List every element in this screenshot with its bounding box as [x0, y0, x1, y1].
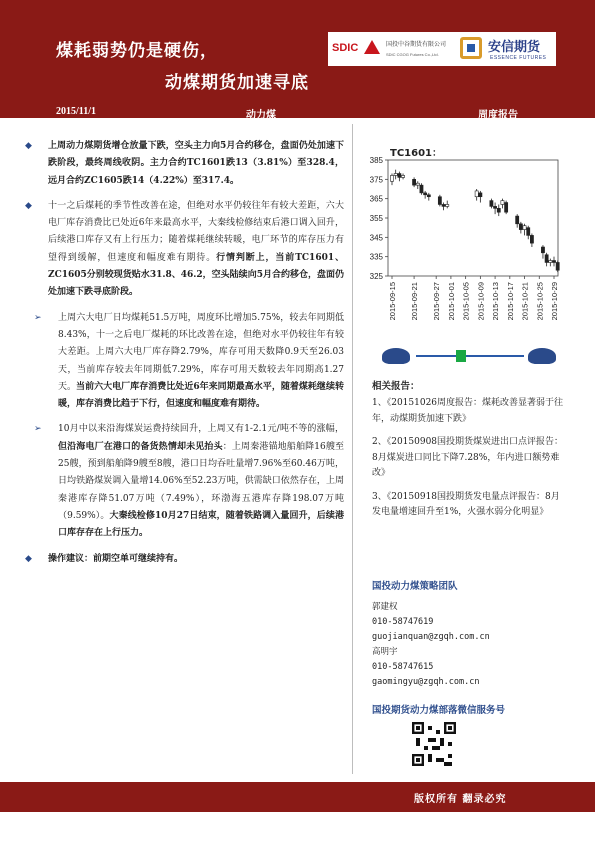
x-tick-label: 2015-09-21 [410, 282, 420, 321]
member-email[interactable]: gaomingyu@zgqh.com.cn [372, 677, 480, 687]
x-tick-label: 2015-10-09 [476, 282, 486, 321]
candle-body [516, 216, 519, 224]
member-email[interactable]: guojianquan@zgqh.com.cn [372, 632, 490, 642]
y-tick-label: 355 [369, 214, 383, 223]
report-date: 2015/11/1 [56, 106, 97, 117]
report-title-line2: 动煤期货加速寻底 [165, 73, 309, 93]
candle-body [475, 191, 478, 197]
related-report-item[interactable]: 1、《20151026周度报告：煤耗改善显著弱于往年，动煤期货加速下跌》 [372, 398, 564, 424]
report-title-line1: 煤耗弱势仍是硬伤， [56, 41, 218, 61]
report-header [0, 0, 595, 121]
diamond-bullet-icon: ◆ [25, 553, 32, 564]
candle-body [427, 195, 430, 197]
x-tick-label: 2015-10-05 [461, 282, 471, 321]
candle-body [493, 206, 496, 208]
candle-body [505, 203, 508, 213]
sentiment-scale-line [416, 355, 524, 357]
candle-body [530, 235, 533, 243]
candle-body [549, 261, 552, 263]
qr-code-icon[interactable] [412, 722, 456, 766]
candle-body [490, 201, 493, 207]
candle-body [420, 185, 423, 193]
x-tick-label: 2015-10-13 [491, 282, 501, 321]
candle-body [501, 201, 504, 205]
y-tick-label: 385 [369, 156, 383, 165]
sdic-company-cn: 国投中谷期货有限公司 [386, 41, 447, 48]
sdic-logo-icon [364, 40, 380, 54]
candle-body [541, 247, 544, 253]
candle-body [497, 208, 500, 212]
sdic-logo-text: SDIC [332, 42, 359, 54]
power-plant-paragraph: ➢ 上周六大电厂日均煤耗51.5万吨，周度环比增加5.75%，较去年同期低8.43%，十一之后电厂煤耗的环比改善在途，但绝对水平仍较往年有较大差距。上周六大电厂库存降2.79%，库存可用天数降0.9天至26.03天，当前库存较去年同期低7.29%，库存可用天数较去年同期高1.27天。当前六大电厂库存消费比处近6年来同期最高水平，随着煤耗继续转暖，库存消费比趋于下行，但速度和幅度难有期待。 [22, 310, 344, 414]
candle-body [394, 174, 397, 176]
candle-body [438, 197, 441, 205]
x-tick-label: 2015-10-17 [505, 282, 515, 321]
bear-icon [382, 348, 410, 364]
candle-body [446, 204, 449, 206]
arrow-bullet-icon: ➢ [34, 424, 42, 435]
y-tick-label: 375 [369, 175, 383, 185]
member-phone: 010-58747619 [372, 617, 434, 627]
outlook-paragraph: ◆ 十一之后煤耗的季节性改善在途，但绝对水平仍较往年有较大差距，六大电厂库存消费比已处近6年来最高水平，大秦线检修结束后港口调入回升，后续港口库存又有上行压力；随着煤耗继续转暖，电厂环节的库存压力有望得到缓解，但速度和幅度难有期待。行情判断上，当前TC1601、ZC1605分别较现货贴水31.8、46.2，空头陆续向5月合约移仓，盘面仍处加速下跌寻底阶段。 [22, 198, 344, 302]
related-report-item[interactable]: 2、《20150908国投期货煤炭进出口点评报告：8月煤炭进口同比下降7.28%，年内进口额势难改》 [372, 437, 564, 478]
candle-body [527, 228, 530, 236]
essence-company-cn: 安信期货 [488, 40, 541, 55]
sdic-company-en: SDIC CGOG Futures Co.,Ltd. [386, 52, 439, 57]
candle-body [545, 255, 548, 263]
y-tick-label: 365 [369, 194, 383, 204]
member-name: 高明宇 [372, 647, 398, 657]
wechat-title: 国投期货动力煤部落微信服务号 [372, 705, 506, 716]
bull-icon [528, 348, 556, 364]
related-reports-list [372, 396, 568, 529]
diamond-bullet-icon: ◆ [25, 200, 32, 211]
team-title: 国投动力煤策略团队 [372, 581, 458, 592]
column-divider [352, 124, 353, 774]
page-footer [0, 782, 595, 812]
analysis-column [22, 138, 344, 576]
candle-body [398, 174, 401, 178]
report-category: 动力煤 [246, 110, 276, 121]
x-tick-label: 2015-09-27 [432, 282, 442, 321]
y-tick-label: 345 [369, 233, 383, 243]
candle-body [412, 179, 415, 185]
candle-body [479, 193, 482, 197]
member-name: 郭建权 [372, 602, 398, 612]
copyright-notice: 版权所有 翻录必究 [414, 794, 507, 805]
related-reports-title: 相关报告： [372, 381, 420, 392]
candle-body [523, 226, 526, 230]
x-tick-label: 2015-10-29 [550, 282, 559, 321]
plot-frame [388, 160, 558, 276]
candle-body [416, 183, 419, 185]
related-report-item[interactable]: 3、《20150918国投期货发电量点评报告：8月发电量增速回升至1%，火强水弱分化明显》 [372, 491, 560, 517]
y-tick-label: 325 [369, 272, 383, 281]
diamond-bullet-icon: ◆ [25, 141, 32, 151]
summary-paragraph: ◆ 上周动力煤期货增仓放量下跌，空头主力向5月合约移仓，盘面仍处加速下跌阶段，最终周线收阴。主力合约TC1601跌13（3.81%）至328.4，远月合约ZC1605跌14（4.22%）至317.4。 [22, 138, 344, 190]
essence-company-en: ESSENCE FUTURES [490, 55, 547, 61]
candle-body [390, 175, 393, 181]
candle-body [401, 175, 404, 177]
y-tick-label: 335 [369, 252, 383, 262]
port-paragraph: ➢ 10月中以来沿海煤炭运费持续回升，上周又有1-2.1元/吨不等的涨幅，但沿海电厂在港口的备货热情却未见抬头：上周秦港锚地船舶降16艘至25艘，预到船舶降9艘至8艘，港口日均吞吐量增7.96%至60.46万吨，日均铁路煤炭调入量增14.06%至52.23万吨，供需缺口依然存在，上周秦港库存降51.07万吨（7.49%），环渤海五港库存降198.07万吨（9.59%）。大秦线检修10月27日结束，随着铁路调入量回升，后续港口库存存在上行压力。 [22, 421, 344, 542]
candle-body [556, 262, 559, 270]
x-tick-label: 2015-09-15 [388, 282, 397, 321]
candle-body [552, 261, 555, 263]
x-tick-label: 2015-10-25 [535, 282, 545, 321]
contact-card [372, 600, 562, 690]
x-tick-label: 2015-10-01 [446, 282, 456, 321]
candle-body [424, 193, 427, 195]
candlestick-chart [362, 156, 572, 346]
essence-logo-icon [460, 37, 482, 59]
x-tick-label: 2015-10-21 [520, 282, 530, 321]
chart-title: TC1601： [390, 148, 442, 159]
candle-body [442, 204, 445, 206]
logo-bar [328, 32, 556, 66]
member-phone: 010-58747615 [372, 662, 434, 672]
sentiment-scale [380, 344, 560, 368]
candle-body [519, 224, 522, 230]
advice-paragraph: ◆ 操作建议：前期空单可继续持有。 [22, 551, 344, 568]
sentiment-marker [456, 350, 466, 362]
report-type: 周度报告 [478, 110, 518, 121]
arrow-bullet-icon: ➢ [34, 312, 42, 323]
